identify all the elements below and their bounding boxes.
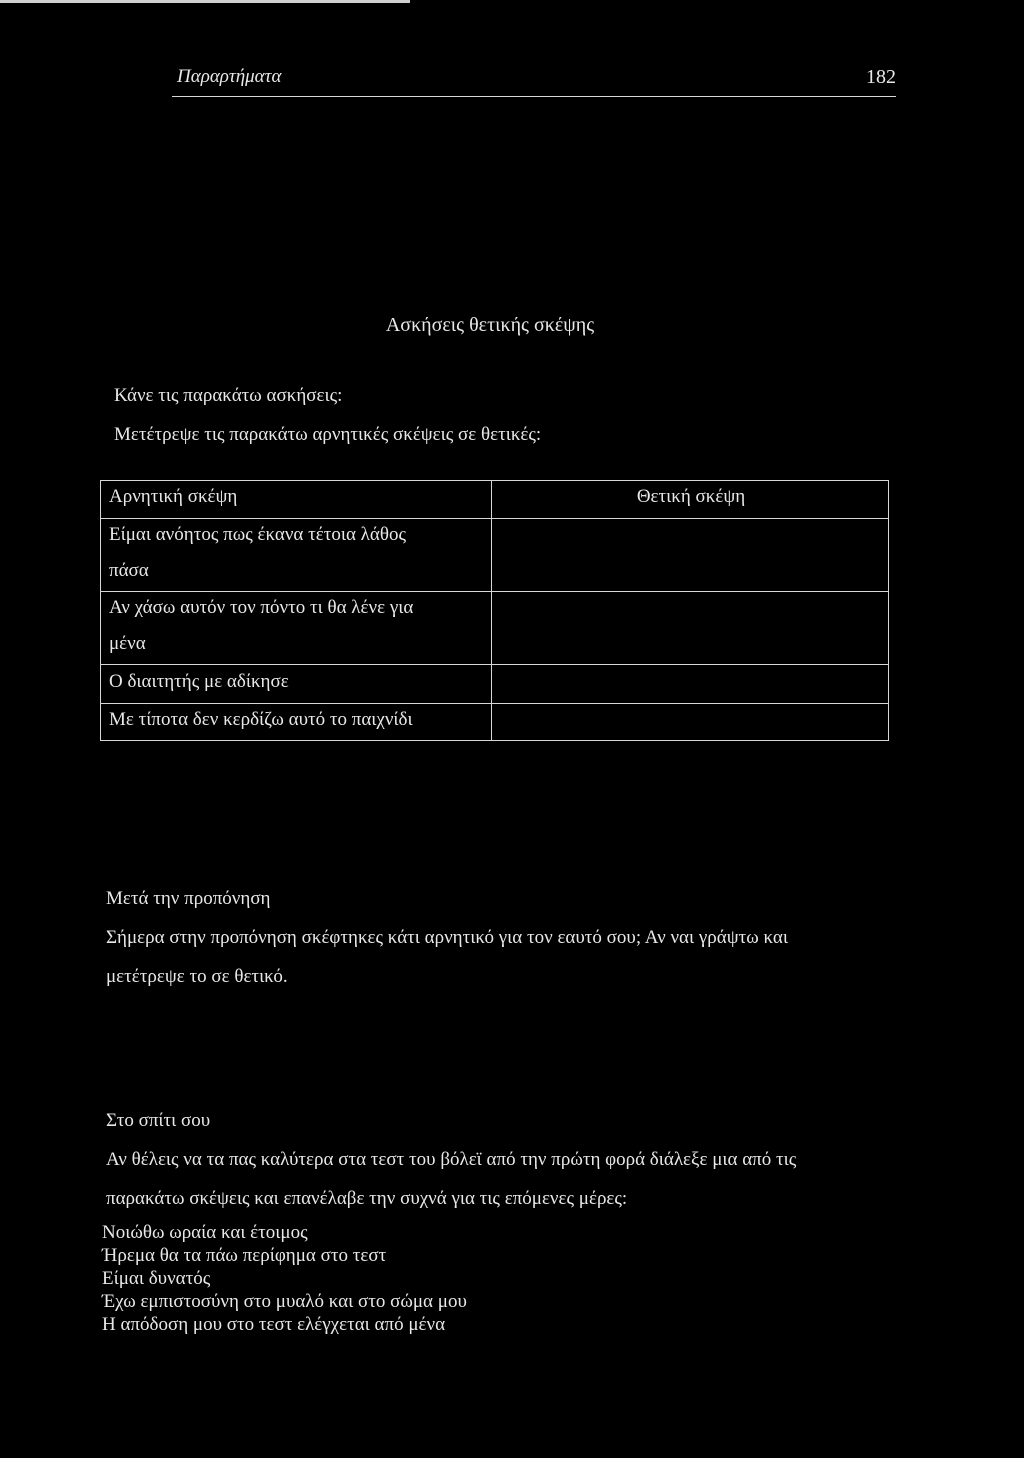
header-positive: Θετική σκέψη [492,481,889,519]
list-item: Έχω εμπιστοσύνη στο μυαλό και στο σώμα μου [102,1291,467,1312]
running-header-section: Παραρτήματα [177,66,282,87]
positive-thought-cell[interactable] [492,665,889,704]
positive-thoughts-list [102,1221,467,1336]
at-home-heading: Στο σπίτι σου [106,1110,211,1131]
table-row [101,665,889,704]
after-training-heading: Μετά την προπόνηση [106,888,271,909]
table-row [101,519,889,592]
at-home-line-2: παρακάτω σκέψεις και επανέλαβε την συχνά για τις επόμενες μέρες: [106,1188,628,1209]
table-row [101,592,889,665]
list-item: Είμαι δυνατός [102,1268,211,1289]
negative-thought-cell: Είμαι ανόητος πως έκανα τέτοια λάθος πάσα [101,519,492,592]
list-item: Νοιώθω ωραία και έτοιμος [102,1222,308,1243]
page-number: 182 [866,66,896,88]
thoughts-table [100,480,889,741]
header-negative: Αρνητική σκέψη [101,481,492,519]
scan-edge-bar [0,0,410,3]
table-header-row [101,481,889,519]
instruction-1: Κάνε τις παρακάτω ασκήσεις: [114,385,343,406]
header-rule [172,96,896,97]
negative-thought-cell: Αν χάσω αυτόν τον πόντο τι θα λένε για μένα [101,592,492,665]
list-item: Η απόδοση μου στο τεστ ελέγχεται από μένα [102,1314,446,1335]
negative-thought-cell: Ο διαιτητής με αδίκησε [101,665,492,704]
after-training-line-1: Σήμερα στην προπόνηση σκέφτηκες κάτι αρνητικό για τον εαυτό σου; Αν ναι γράψτω και [106,927,788,948]
positive-thought-cell[interactable] [492,704,889,741]
list-item: Ήρεμα θα τα πάω περίφημα στο τεστ [102,1245,387,1266]
instruction-2: Μετέτρεψε τις παρακάτω αρνητικές σκέψεις σε θετικές: [114,424,542,445]
table-row [101,704,889,741]
exercise-title: Ασκήσεις θετικής σκέψης [385,314,595,336]
after-training-line-2: μετέτρεψε το σε θετικό. [106,966,288,987]
positive-thought-cell[interactable] [492,519,889,592]
positive-thought-cell[interactable] [492,592,889,665]
negative-thought-cell: Με τίποτα δεν κερδίζω αυτό το παιχνίδι [101,704,492,741]
at-home-line-1: Αν θέλεις να τα πας καλύτερα στα τεστ του βόλεϊ από την πρώτη φορά διάλεξε μια από τις [106,1149,797,1170]
